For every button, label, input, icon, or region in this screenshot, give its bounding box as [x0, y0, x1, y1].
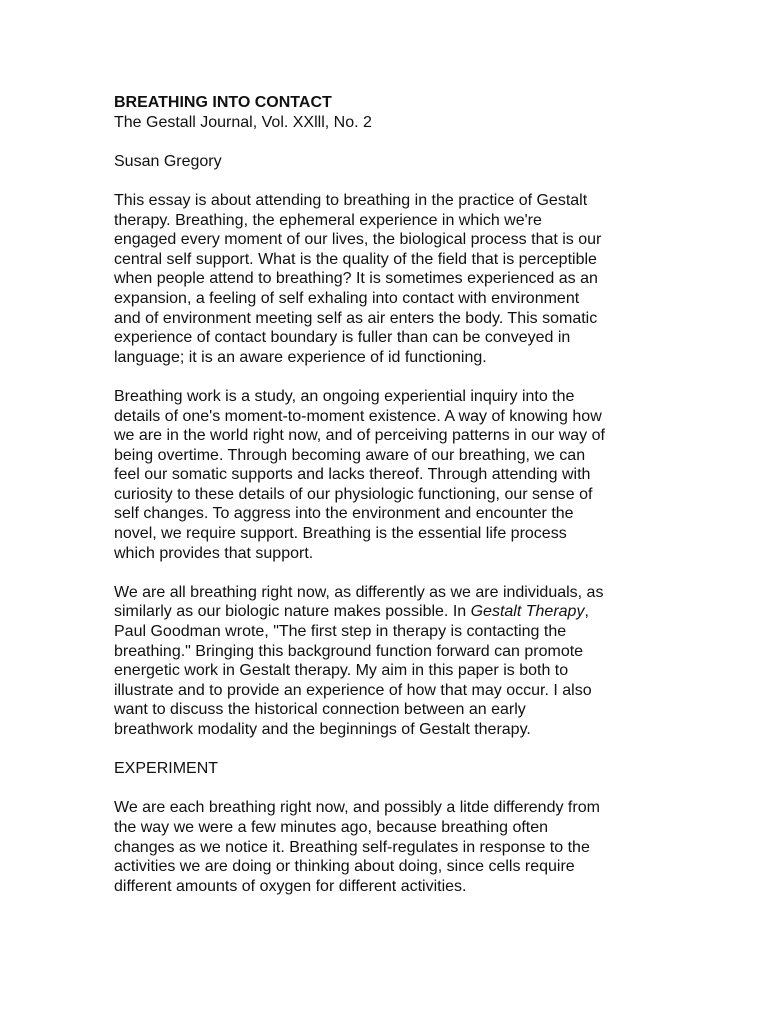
text-line: central self support. What is the quality of the field that is perceptible — [114, 250, 597, 268]
text-line: we are in the world right now, and of perceiving patterns in our way of — [114, 427, 605, 445]
text-line: curiosity to these details of our physiologic functioning, our sense of — [114, 485, 593, 503]
text-line: and of environment meeting self as air enters the body. This somatic — [114, 309, 598, 327]
text-line: We are all breathing right now, as differently as we are individuals, as — [114, 583, 604, 601]
text-line: language; it is an aware experience of id functioning. — [114, 348, 487, 366]
paragraph-2 — [114, 387, 654, 563]
text-line: breathing." Bringing this background function forward can promote — [114, 642, 584, 660]
text-line: when people attend to breathing? It is sometimes experienced as an — [114, 270, 598, 288]
text-line: therapy. Breathing, the ephemeral experience in which we're — [114, 211, 542, 229]
article-title: BREATHING INTO CONTACT — [114, 94, 332, 111]
text-fragment: , — [584, 603, 589, 621]
text-line: novel, we require support. Breathing is the essential life process — [114, 525, 567, 543]
text-line: want to discuss the historical connection between an early — [114, 701, 526, 719]
text-line: We are each breathing right now, and possibly a litde differendy from — [114, 799, 600, 817]
text-line: different amounts of oxygen for different activities. — [114, 877, 467, 895]
document-page — [114, 93, 654, 916]
text-line: Paul Goodman wrote, "The first step in therapy is contacting the — [114, 623, 567, 641]
text-line: energetic work in Gestalt therapy. My aim in this paper is both to — [114, 662, 569, 680]
text-line: details of one's moment-to-moment existence. A way of knowing how — [114, 407, 602, 425]
paragraph-4 — [114, 798, 654, 896]
text-line: engaged every moment of our lives, the biological process that is our — [114, 231, 602, 249]
text-line: activities we are doing or thinking about doing, since cells require — [114, 858, 575, 876]
text-line: the way we were a few minutes ago, because breathing often — [114, 818, 549, 836]
author-name: Susan Gregory — [114, 152, 222, 170]
section-heading: EXPERIMENT — [114, 760, 219, 778]
text-line: illustrate and to provide an experience of how that may occur. I also — [114, 681, 592, 699]
text-fragment: similarly as our biologic nature makes possible. In — [114, 603, 471, 621]
text-line: breathwork modality and the beginnings of Gestalt therapy. — [114, 721, 531, 738]
text-line: experience of contact boundary is fuller than can be conveyed in — [114, 329, 571, 347]
text-line: self changes. To aggress into the environment and encounter the — [114, 505, 574, 523]
paragraph-3 — [114, 583, 654, 740]
text-line: This essay is about attending to breathing in the practice of Gestalt — [114, 191, 588, 209]
journal-citation: The Gestall Journal, Vol. XXlll, No. 2 — [114, 113, 372, 131]
book-title: Gestalt Therapy — [470, 603, 585, 621]
text-line: which provides that support. — [114, 544, 314, 562]
text-line: expansion, a feeling of self exhaling into contact with environment — [114, 289, 580, 307]
paragraph-1 — [114, 191, 654, 367]
text-line: Breathing work is a study, an ongoing experiential inquiry into the — [114, 387, 575, 405]
text-line-with-book-title — [114, 602, 654, 622]
text-line: feel our somatic supports and lacks thereof. Through attending with — [114, 466, 591, 484]
text-line: being overtime. Through becoming aware of our breathing, we can — [114, 446, 586, 464]
text-line: changes as we notice it. Breathing self-regulates in response to the — [114, 838, 590, 856]
